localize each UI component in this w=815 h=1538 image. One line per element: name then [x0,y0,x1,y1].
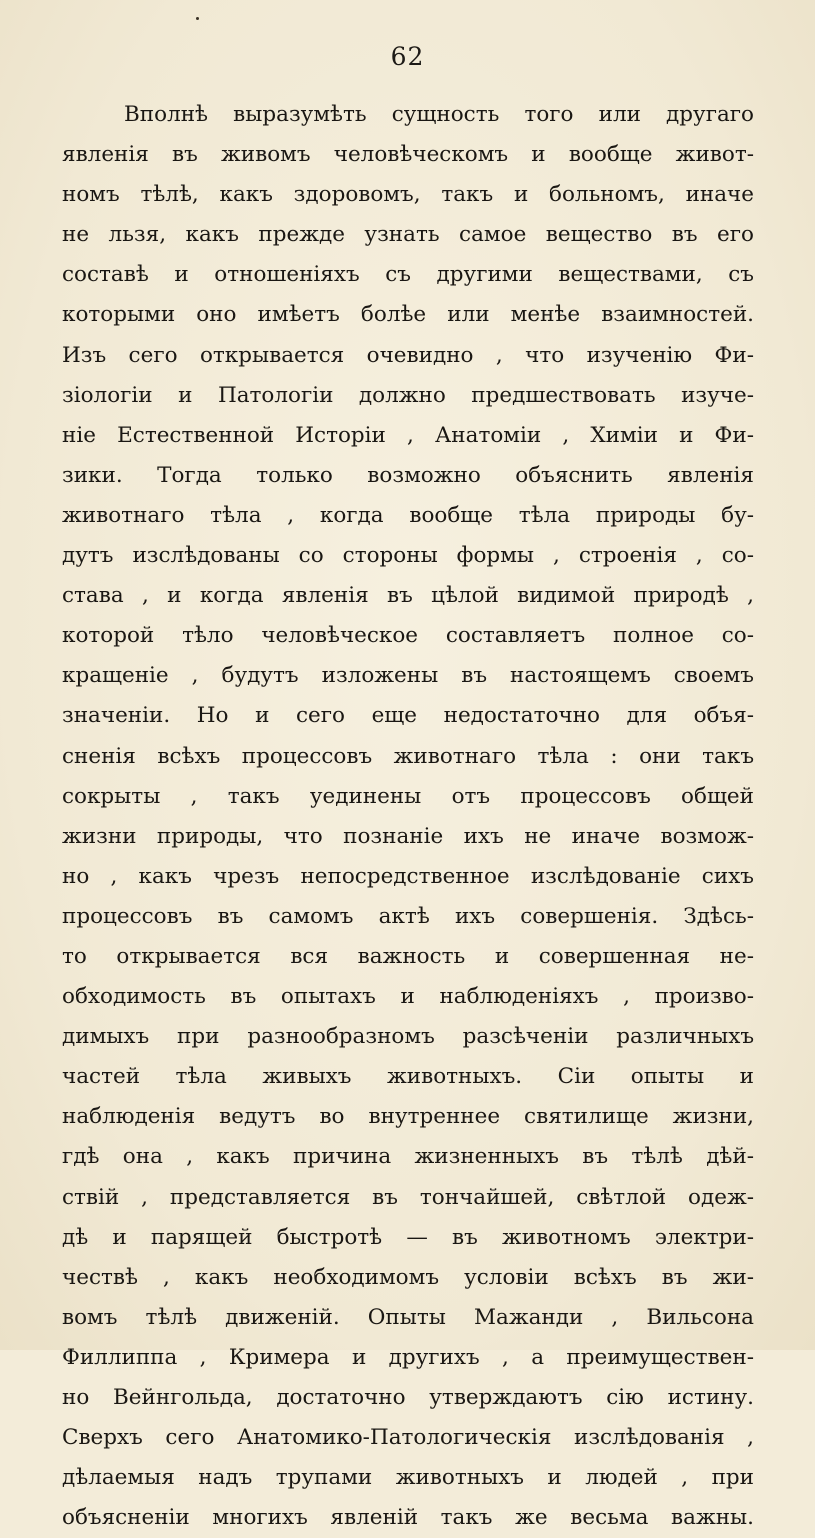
text-line: дѣлаемыя надъ трупами животныхъ и людей , при [62,1465,754,1491]
text-line: зіологіи и Патологіи должно предшествовать изуче- [62,382,754,408]
body-text [62,95,754,1538]
page-number: 62 [390,42,425,71]
text-line: ніе Естественной Исторіи , Анатоміи , Химіи и Фи- [62,422,754,448]
text-line: вомъ тѣлѣ движеній. Опыты Мажанди , Вильсона [62,1304,754,1330]
text-line: которой тѣло человѣческое составляетъ полное со- [62,623,754,649]
text-line: процессовъ въ самомъ актѣ ихъ совершенія. Здѣсь- [62,903,754,929]
text-line: сненія всѣхъ процессовъ животнаго тѣла : они такъ [62,743,754,769]
text-line: дутъ изслѣдованы со стороны формы , строенія , со- [62,543,754,569]
text-line: Вполнѣ выразумѣть сущность того или другаго [124,102,754,127]
text-line: явленія въ живомъ человѣческомъ и вообще живот- [62,142,754,168]
text-line: объясненіи многихъ явленій такъ же весьма важны. [62,1505,754,1531]
text-line: обходимость въ опытахъ и наблюденіяхъ , произво- [62,984,754,1010]
text-line: Сверхъ сего Анатомико-Патологическія изслѣдованія , [62,1425,754,1451]
text-line: кращеніе , будутъ изложены въ настоящемъ своемъ [62,663,754,689]
text-line: то открывается вся важность и совершенная не- [62,943,754,969]
text-line: сокрыты , такъ уединены отъ процессовъ общей [62,783,754,809]
text-line: животнаго тѣла , когда вообще тѣла природы бу- [62,502,754,528]
text-line: но Вейнгольда, достаточно утверждаютъ сію истину. [62,1385,754,1410]
text-line: чествѣ , какъ необходимомъ условіи всѣхъ въ жи- [62,1264,754,1290]
text-line: частей тѣла живыхъ животныхъ. Сіи опыты и [62,1064,754,1090]
text-line: гдѣ она , какъ причина жизненныхъ въ тѣлѣ дѣй- [62,1144,754,1170]
text-line: значеніи. Но и сего еще недостаточно для объя- [62,703,754,729]
text-line: составѣ и отношеніяхъ съ другими веществами, съ [62,262,754,288]
text-line: димыхъ при разнообразномъ разсѣченіи различныхъ [62,1024,754,1050]
text-line: наблюденія ведутъ во внутреннее святилище жизни, [62,1104,754,1130]
text-line: не льзя, какъ прежде узнать самое вещество въ его [62,222,754,248]
text-line: которыми оно имѣетъ болѣе или менѣе взаимностей. [62,302,754,328]
text-line: Изъ сего открывается очевидно , что изученію Фи- [62,342,754,368]
text-line: ствій , представляется въ тончайшей, свѣтлой одеж- [62,1184,754,1210]
text-line: става , и когда явленія въ цѣлой видимой природѣ , [62,583,754,609]
text-line: жизни природы, что познаніе ихъ не иначе возмож- [62,823,754,849]
text-line: но , какъ чрезъ непосредственное изслѣдованіе сихъ [62,863,754,889]
text-line: зики. Тогда только возможно объяснить явленія [62,462,754,488]
text-line: номъ тѣлѣ, какъ здоровомъ, такъ и больномъ, иначе [62,182,754,208]
text-line: Филлиппа , Кримера и другихъ , а преимуществен- [62,1344,754,1370]
text-line: дѣ и парящей быстротѣ — въ животномъ электри- [62,1224,754,1250]
ink-speck [196,17,199,20]
